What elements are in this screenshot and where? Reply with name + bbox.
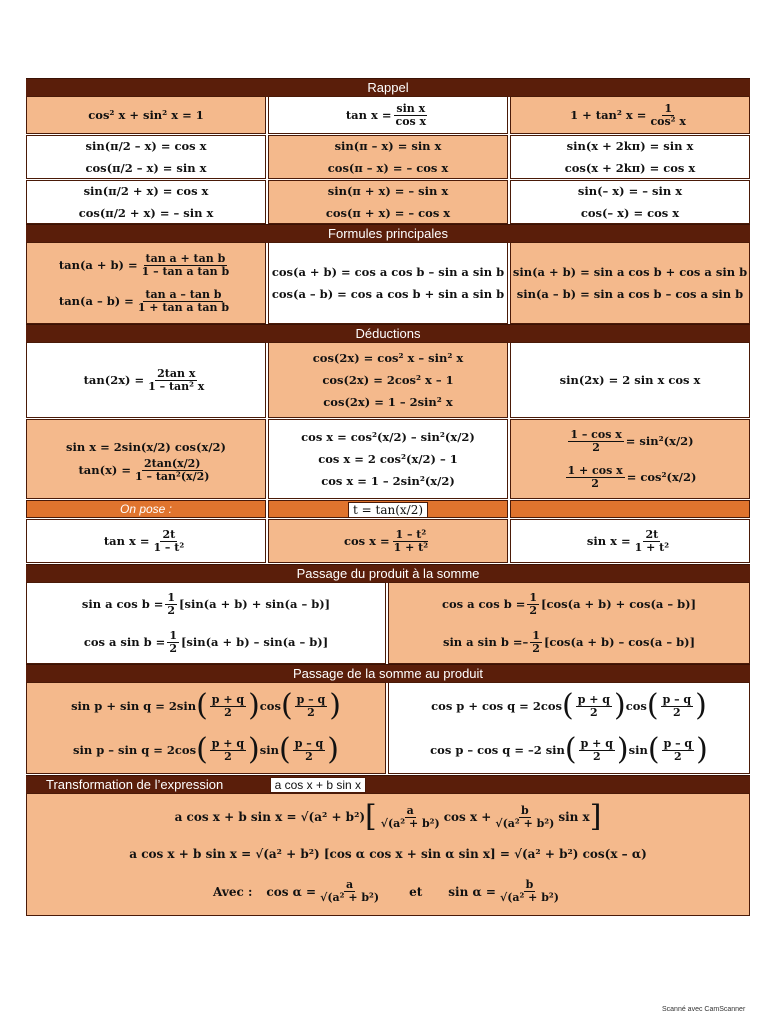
cell — [268, 180, 508, 224]
formula: sin(x + 2kπ) = sin x — [566, 139, 694, 153]
formula: sin(a – b) = sin a cos b – cos a sin b — [516, 287, 744, 301]
denominator: 2 — [307, 705, 315, 719]
denominator: 2 — [592, 749, 601, 763]
on-pose-empty — [510, 500, 750, 518]
formula: cos(x + 2kπ) = cos x — [564, 161, 696, 175]
produit-row — [26, 582, 750, 664]
paren-close: ) — [616, 732, 629, 767]
minus-sign: – — [522, 635, 529, 649]
formula: cos(2x) = cos² x – sin² x — [312, 351, 464, 365]
formula: sin α = — [448, 884, 496, 899]
paren-open: ( — [564, 732, 577, 767]
denominator: 2 — [592, 440, 600, 454]
numerator: b — [521, 803, 529, 817]
denominator: 2 — [305, 749, 313, 763]
denominator: 2 — [169, 641, 177, 655]
numerator: 2t — [162, 527, 176, 541]
formula: sin x = 2sin(x/2) cos(x/2) — [66, 439, 226, 454]
formula-sheet — [26, 78, 750, 916]
formula: cos — [625, 699, 647, 713]
formula: = cos²(x/2) — [626, 470, 697, 484]
numerator: a — [346, 878, 354, 892]
formula: tan(a – b) = — [58, 294, 134, 308]
paren-open: ( — [561, 688, 574, 723]
numerator: 2t — [645, 527, 659, 541]
numerator: p – q — [294, 736, 324, 750]
denominator: √(a² + b²) — [320, 891, 380, 905]
cell — [268, 242, 508, 324]
rappel-row-2 — [26, 135, 750, 179]
formules-row — [26, 242, 750, 324]
formula: sin(π/2 – x) = cos x — [85, 139, 207, 153]
numerator: 1 — [169, 628, 177, 642]
formula: tan x = — [345, 108, 392, 122]
formula: sin — [628, 743, 648, 757]
formula: cos p + cos q = 2cos — [431, 699, 562, 713]
denominator: 1 + tan a tan b — [137, 300, 230, 314]
section-header-rappel: Rappel — [26, 78, 750, 97]
formula: cos(2x) = 1 – 2sin² x — [323, 395, 453, 409]
formula: tan(a + b) = — [58, 258, 138, 272]
formula: sin x — [558, 810, 590, 825]
bracket-close: ] — [589, 799, 602, 835]
cell — [268, 96, 508, 134]
denominator: 1 + t² — [393, 540, 429, 554]
numerator: p + q — [577, 692, 610, 706]
denominator: 1 – t² — [153, 540, 185, 554]
cell — [26, 135, 266, 179]
formula: cos² x + sin² x = 1 — [88, 108, 204, 122]
cell — [388, 582, 750, 664]
numerator: 1 + cos x — [567, 463, 623, 477]
denominator: 2 — [590, 705, 598, 719]
formula: cos(π/2 – x) = sin x — [85, 161, 207, 175]
scanner-footer: Scanné avec CamScanner — [662, 1006, 746, 1013]
cell — [510, 180, 750, 224]
section-header-somme-produit: Passage de la somme au produit — [26, 664, 750, 683]
t-substitution-row — [26, 519, 750, 563]
formula: cos(– x) = cos x — [580, 206, 680, 220]
formula: cos x = 2 cos²(x/2) – 1 — [318, 452, 458, 466]
bracket-open: [ — [365, 799, 377, 835]
numerator: 1 — [167, 590, 176, 604]
numerator: b — [525, 878, 534, 892]
deductions-row-1 — [26, 342, 750, 418]
section-header-formules: Formules principales — [26, 224, 750, 243]
denominator: √(a² + b²) — [499, 891, 559, 905]
somme-row — [26, 682, 750, 774]
numerator: 1 – cos x — [570, 427, 622, 441]
denominator: 2 — [167, 603, 176, 617]
denominator: 1 + t² — [634, 540, 670, 554]
formula: = sin²(x/2) — [625, 434, 694, 448]
numerator: 1 — [529, 590, 538, 604]
formula: sin(π – x) = sin x — [334, 139, 442, 153]
numerator: tan a – tan b — [145, 287, 222, 301]
formula: cos x + — [443, 810, 492, 825]
paren-close: ) — [695, 688, 707, 723]
transformation-expression: a cos x + b sin x — [270, 777, 366, 793]
section-header-deductions: Déductions — [26, 324, 750, 343]
rappel-row-1 — [26, 96, 750, 134]
formula: cos(π – x) = – cos x — [327, 161, 449, 175]
formula: cos(π + x) = – cos x — [325, 206, 451, 220]
formula: a cos x + b sin x = √(a² + b²) [cos α cos x + sin α sin x] = √(a² + b²) cos(x – α) — [129, 847, 647, 862]
on-pose-bar — [26, 500, 750, 518]
formula: cos p – cos q = –2 sin — [430, 743, 565, 757]
formula: cos(2x) = 2cos² x – 1 — [322, 373, 454, 387]
paren-open: ( — [646, 688, 659, 723]
formula: [sin(a + b) – sin(a – b)] — [180, 635, 329, 649]
numerator: sin x — [396, 101, 426, 115]
formula: [sin(a + b) + sin(a – b)] — [179, 597, 331, 611]
formula: sin(π/2 + x) = cos x — [83, 184, 209, 198]
numerator: 1 – t² — [395, 527, 427, 541]
formula: cos(a – b) = cos a cos b + sin a sin b — [271, 287, 505, 301]
transformation-box — [26, 793, 750, 916]
cell — [26, 682, 386, 774]
formula: cos x = — [343, 534, 390, 548]
cell — [26, 519, 266, 563]
cell — [268, 419, 508, 499]
formula: sin — [259, 743, 279, 757]
cell — [268, 135, 508, 179]
numerator: p – q — [663, 736, 693, 750]
section-header-transformation — [26, 775, 750, 794]
deductions-row-2 — [26, 419, 750, 499]
rappel-row-3 — [26, 180, 750, 224]
cell — [26, 180, 266, 224]
denominator: cos x — [395, 114, 427, 128]
cell — [510, 135, 750, 179]
formula: cos x = cos²(x/2) – sin²(x/2) — [301, 430, 475, 444]
numerator: tan a + tan b — [145, 251, 226, 265]
cell — [26, 582, 386, 664]
numerator: 2tan(x/2) — [144, 456, 201, 470]
formula: sin p – sin q = 2cos — [73, 743, 197, 757]
numerator: p – q — [296, 692, 326, 706]
formula: sin a cos b = — [81, 597, 164, 611]
transformation-title: Transformation de l’expression — [46, 777, 224, 792]
denominator: 2 — [532, 641, 540, 655]
paren-open: ( — [280, 688, 293, 723]
on-pose-value: t = tan(x/2) — [348, 502, 428, 518]
formula: tan(x) = — [78, 463, 132, 477]
paren-close: ) — [248, 688, 260, 723]
denominator: 2 — [673, 705, 681, 719]
formula: [cos(a + b) + cos(a – b)] — [541, 597, 697, 611]
on-pose-cell — [268, 500, 508, 518]
formula: cos a sin b = — [83, 635, 166, 649]
section-header-produit-somme: Passage du produit à la somme — [26, 564, 750, 583]
numerator: 1 — [664, 101, 672, 115]
formula: a cos x + b sin x = √(a² + b²) — [174, 810, 366, 825]
numerator: a — [406, 803, 414, 817]
denominator: 1 – tan²(x/2) — [135, 469, 210, 483]
formula: sin(– x) = – sin x — [577, 184, 683, 198]
paren-close: ) — [329, 688, 341, 723]
numerator: 2tan x — [157, 366, 196, 380]
numerator: p + q — [211, 736, 245, 750]
paren-open: ( — [278, 732, 291, 767]
on-pose-label: On pose : — [26, 500, 266, 518]
denominator: cos² x — [650, 114, 686, 128]
cell — [510, 519, 750, 563]
cell — [510, 419, 750, 499]
formula: [cos(a + b) – cos(a – b)] — [543, 635, 696, 649]
paren-open: ( — [196, 732, 208, 767]
formula: sin(2x) = 2 sin x cos x — [559, 373, 701, 387]
paren-close: ) — [696, 732, 708, 767]
paren-close: ) — [327, 732, 339, 767]
avec-label: Avec : — [213, 884, 253, 899]
cell — [26, 242, 266, 324]
paren-open: ( — [196, 688, 208, 723]
denominator: 1 – tan a tan b — [141, 264, 230, 278]
numerator: p + q — [211, 692, 245, 706]
numerator: 1 — [532, 628, 540, 642]
formula: sin x = — [586, 534, 631, 548]
cell — [26, 96, 266, 134]
cell — [510, 242, 750, 324]
et-label: et — [409, 884, 423, 899]
formula: tan x = — [103, 534, 150, 548]
cell — [26, 419, 266, 499]
formula: cos x = 1 – 2sin²(x/2) — [321, 474, 455, 488]
formula: cos — [259, 699, 281, 713]
numerator: p + q — [580, 736, 613, 750]
formula: sin p + sin q = 2sin — [71, 699, 197, 713]
denominator: 2 — [529, 603, 538, 617]
cell — [510, 342, 750, 418]
cell — [510, 96, 750, 134]
denominator: 2 — [674, 749, 682, 763]
formula: cos α = — [266, 884, 317, 899]
paren-close: ) — [248, 732, 260, 767]
denominator: 2 — [224, 749, 232, 763]
formula: sin a sin b = — [442, 635, 523, 649]
cell — [26, 342, 266, 418]
formula: sin(π + x) = – sin x — [327, 184, 449, 198]
denominator: √(a² + b²) — [380, 816, 440, 830]
cell — [268, 519, 508, 563]
formula: 1 + tan² x = — [570, 108, 647, 122]
formula: sin(a + b) = sin a cos b + cos a sin b — [512, 265, 748, 279]
paren-open: ( — [647, 732, 660, 767]
formula: cos(π/2 + x) = – sin x — [78, 206, 214, 220]
formula: tan(2x) = — [83, 373, 145, 387]
denominator: 2 — [591, 476, 599, 490]
cell — [388, 682, 750, 774]
denominator: 2 — [224, 705, 232, 719]
formula: cos a cos b = — [441, 597, 526, 611]
denominator: 1 – tan² x — [148, 379, 205, 393]
formula: cos(a + b) = cos a cos b – sin a sin b — [271, 265, 505, 279]
paren-close: ) — [613, 688, 626, 723]
numerator: p – q — [662, 692, 692, 706]
cell — [268, 342, 508, 418]
denominator: √(a² + b²) — [495, 816, 555, 830]
